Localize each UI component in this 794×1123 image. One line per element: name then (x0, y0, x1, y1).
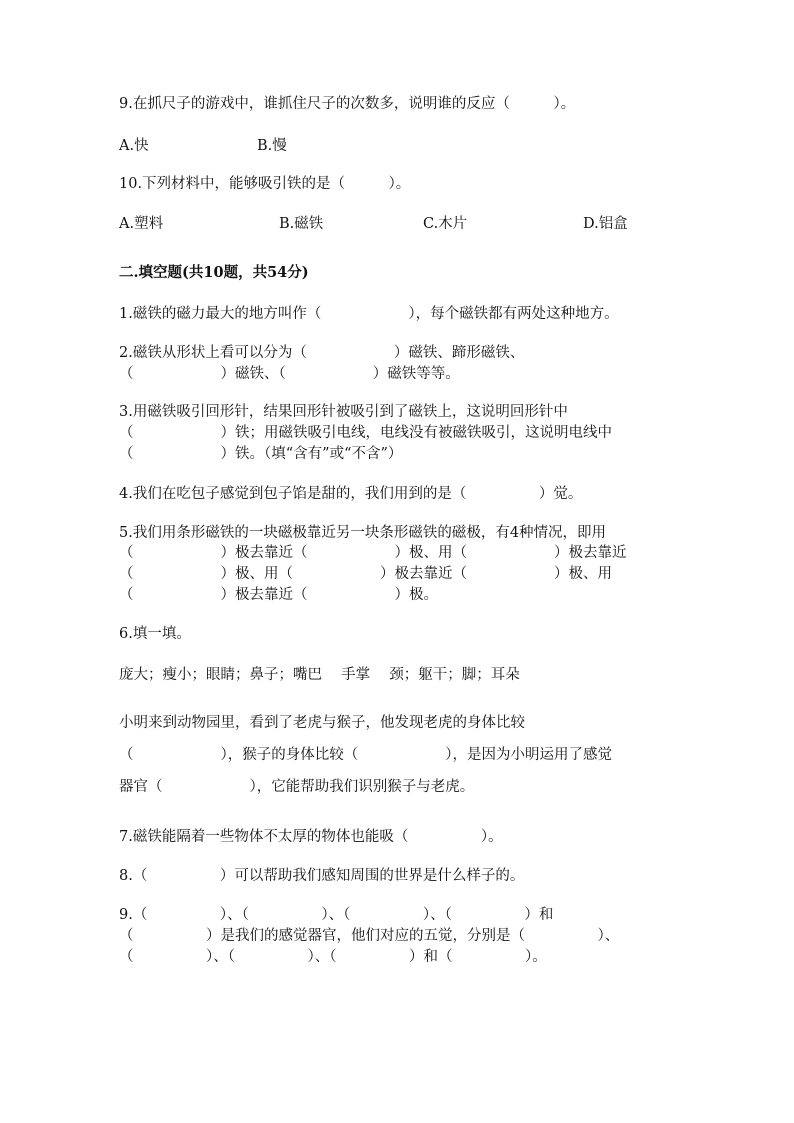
fill-q7-line-1: 7.磁铁能隔着一些物体不太厚的物体也能吸（ ）。 (119, 829, 503, 845)
fill-q9-line-3: （ ）、（ ）、（ ）和（ ）。 (119, 949, 547, 965)
fill-q3-line-2: （ ）铁；用磁铁吸引电线，电线没有被磁铁吸引，这说明电线中 (119, 425, 612, 441)
mc-10-option-b: B.磁铁 (279, 216, 324, 232)
fill-q6-line-2: （ ），猴子的身体比较（ ），是因为小明运用了感觉 (119, 747, 612, 763)
fill-q8-line-1: 8.（ ）可以帮助我们感知周围的世界是什么样子的。 (119, 868, 525, 884)
section-title: 二.填空题(共10题，共54分) (119, 264, 309, 281)
fill-q6-word-bank: 庞大；瘦小；眼睛；鼻子；嘴巴 手掌 颈；躯干；脚；耳朵 (119, 667, 520, 683)
fill-q5-line-2: （ ）极去靠近（ ）极、用（ ）极去靠近 (119, 545, 627, 561)
fill-q6-line-3: 器官（ ），它能帮助我们识别猴子与老虎。 (119, 779, 475, 795)
fill-q1-line-1: 1.磁铁的磁力最大的地方叫作（ ），每个磁铁都有两处这种地方。 (119, 306, 619, 322)
fill-q6-title: 6.填一填。 (119, 626, 191, 642)
fill-q2-line-1: 2.磁铁从形状上看可以分为（ ）磁铁、蹄形磁铁、 (119, 345, 525, 361)
fill-q4-line-1: 4.我们在吃包子感觉到包子馅是甜的，我们用到的是（ ）觉。 (119, 486, 583, 502)
mc-9-option-a: A.快 (119, 138, 149, 154)
mc-question-10: 10.下列材料中，能够吸引铁的是（ ）。 (119, 176, 411, 192)
fill-q9-line-1: 9.（ ）、（ ）、（ ）、（ ）和 (119, 907, 554, 923)
fill-q3-line-3: （ ）铁。（填“含有”或“不含”） (119, 446, 403, 462)
fill-q2-line-2: （ ）磁铁、（ ）磁铁等等。 (119, 366, 460, 382)
fill-q3-line-1: 3.用磁铁吸引回形针，结果回形针被吸引到了磁铁上，这说明回形针中 (119, 404, 568, 420)
fill-q6-line-1: 小明来到动物园里，看到了老虎与猴子，他发现老虎的身体比较 (119, 715, 525, 731)
mc-10-option-c: C.木片 (423, 216, 468, 232)
fill-q9-line-2: （ ）是我们的感觉器官，他们对应的五觉，分别是（ ）、 (119, 928, 620, 944)
mc-10-option-a: A.塑料 (119, 216, 164, 232)
fill-q5-line-1: 5.我们用条形磁铁的一块磁极靠近另一块条形磁铁的磁极，有4种情况，即用 (119, 525, 607, 541)
mc-question-9: 9.在抓尺子的游戏中，谁抓住尺子的次数多，说明谁的反应（ ）。 (119, 96, 576, 112)
fill-q5-line-4: （ ）极去靠近（ ）极。 (119, 587, 438, 603)
fill-q5-line-3: （ ）极、用（ ）极去靠近（ ）极、用 (119, 566, 612, 582)
mc-10-option-d: D.铝盒 (583, 216, 628, 232)
mc-9-option-b: B.慢 (257, 138, 287, 154)
